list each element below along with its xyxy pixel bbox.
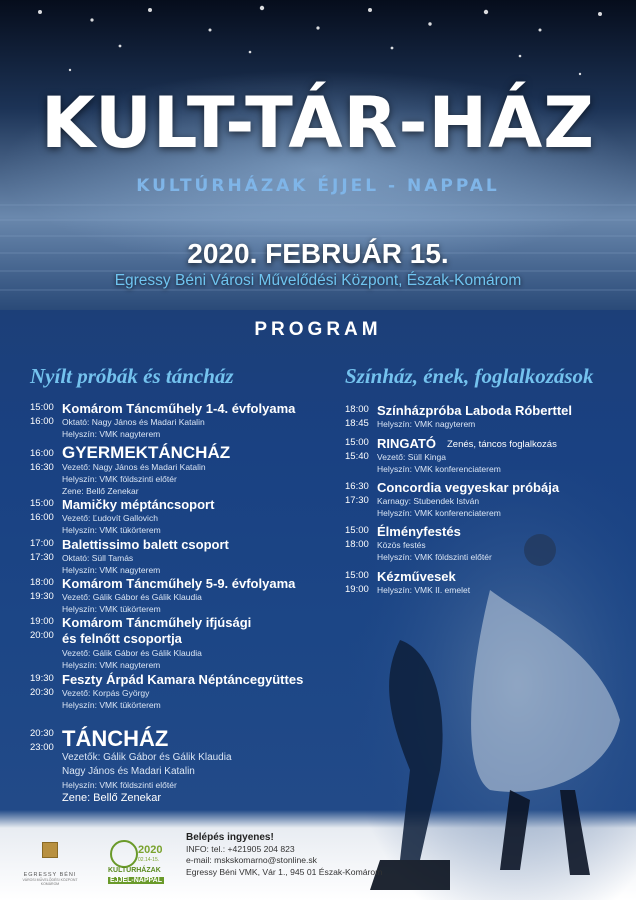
free-entry: Belépés ingyenes! <box>186 832 274 843</box>
start-time: 15:00 <box>30 498 54 509</box>
end-time: 15:40 <box>345 451 369 462</box>
end-time: 20:30 <box>30 687 54 698</box>
item-line: Helyszín: VMK konferenciaterem <box>377 508 501 518</box>
logo-circle <box>110 840 138 868</box>
item-line: Helyszín: VMK nagyterem <box>377 419 476 429</box>
egressy-emblem <box>42 842 58 858</box>
left-column-heading: Nyílt próbák és táncház <box>30 364 234 388</box>
item-line: Helyszín: VMK nagyterem <box>62 660 161 670</box>
item-title-line2: és felnőtt csoportja <box>62 631 182 646</box>
end-time: 16:00 <box>30 416 54 427</box>
start-time: 18:00 <box>345 404 369 415</box>
item-line: Zene: Bellő Zenekar <box>62 486 139 496</box>
start-time: 15:00 <box>345 437 369 448</box>
item-title: Komárom Táncműhely ifjúsági <box>62 615 252 630</box>
start-time: 15:00 <box>345 525 369 536</box>
egressy-logo <box>20 842 80 894</box>
item-line: Oktató: Nagy János és Madari Katalin <box>62 417 205 427</box>
item-line: Karnagy: Stubendek István <box>377 496 480 506</box>
logo-text: KULTÚRHÁZAK <box>108 867 161 874</box>
item-line: Vezető: Süll Kinga <box>377 452 446 462</box>
footer-info <box>186 832 382 878</box>
item-line: Helyszín: VMK földszinti előtér <box>62 474 177 484</box>
end-time: 23:00 <box>30 742 54 753</box>
item-line: Helyszín: VMK konferenciaterem <box>377 464 501 474</box>
phone: INFO: tel.: +421905 204 823 <box>186 843 295 854</box>
item-title: Mamičky méptáncsoport <box>62 497 215 512</box>
item-title: Színházpróba Laboda Róberttel <box>377 403 573 418</box>
item-line: Helyszín: VMK földszinti előtér <box>377 552 492 562</box>
start-time: 19:00 <box>30 616 54 627</box>
end-time: 18:45 <box>345 418 369 429</box>
right-column-heading: Színház, ének, foglalkozások <box>345 364 594 388</box>
logo-year: 2020 <box>138 844 163 856</box>
item-title: Feszty Árpád Kamara Néptáncegyüttes <box>62 672 304 687</box>
item-title-suffix: Zenés, táncos foglalkozás <box>447 439 557 450</box>
item-title: GYERMEKTÁNCHÁZ <box>62 443 231 462</box>
item-title: Komárom Táncműhely 5-9. évfolyama <box>62 576 296 591</box>
item-line: Vezető: Nagy János és Madari Katalin <box>62 462 206 472</box>
item-line: Közös festés <box>377 540 426 550</box>
item-line: Helyszín: VMK tükörterem <box>62 525 161 535</box>
start-time: 17:00 <box>30 538 54 549</box>
item-line: Oktató: Süll Tamás <box>62 553 134 563</box>
item-title: Komárom Táncműhely 1-4. évfolyama <box>62 401 296 416</box>
event-title: KULT-TÁR-HÁZ <box>40 82 596 164</box>
item-title: RINGATÓ <box>377 436 436 451</box>
end-time: 17:30 <box>345 495 369 506</box>
start-time: 16:30 <box>345 481 369 492</box>
item-line: Helyszín: VMK tükörterem <box>62 700 161 710</box>
item-line: Helyszín: VMK tükörterem <box>62 604 161 614</box>
item-title: Concordia vegyeskar próbája <box>377 480 560 495</box>
end-time: 17:30 <box>30 552 54 563</box>
start-time: 20:30 <box>30 728 54 739</box>
item-line: Helyszín: VMK nagyterem <box>62 565 161 575</box>
end-time: 20:00 <box>30 630 54 641</box>
egressy-logo-text: KOMÁROM <box>40 882 60 886</box>
event-venue: Egressy Béni Városi Művelődési Központ, Észak-Komárom <box>114 272 522 289</box>
item-title: Balettissimo balett csoport <box>62 537 229 552</box>
logo-date: 02.14-15. <box>138 857 160 863</box>
address: Egressy Béni VMK, Vár 1., 945 01 Észak-Komárom <box>186 866 383 877</box>
item-line: Vezető: Ľudovít Gallovich <box>62 513 158 523</box>
egressy-logo-text: EGRESSY BÉNI <box>23 872 77 878</box>
start-time: 16:00 <box>30 448 54 459</box>
start-time: 15:00 <box>345 570 369 581</box>
item-line: Helyszín: VMK nagyterem <box>62 429 161 439</box>
event-date: 2020. FEBRUÁR 15. <box>187 238 449 269</box>
event-subtitle: KULTÚRHÁZAK ÉJJEL - NAPPAL <box>136 176 500 196</box>
start-time: 15:00 <box>30 402 54 413</box>
end-time: 19:30 <box>30 591 54 602</box>
item-line: Vezető: Gálik Gábor és Gálik Klaudia <box>62 648 202 658</box>
item-line: Nagy János és Madari Katalin <box>62 766 195 777</box>
item-title: Élményfestés <box>377 524 461 539</box>
start-time: 19:30 <box>30 673 54 684</box>
logo-text: ÉJJEL-NAPPAL <box>110 877 162 884</box>
item-line: Zene: Bellő Zenekar <box>62 792 162 804</box>
kulturhazak-logo <box>108 838 174 894</box>
egressy-logo-text: VÁROSI MŰVELŐDÉSI KÖZPONT <box>22 878 78 882</box>
item-line: Helyszín: VMK II. emelet <box>377 585 471 595</box>
start-time: 18:00 <box>30 577 54 588</box>
email-link[interactable]: e-mail: mskskomarno@stonline.sk <box>186 855 317 866</box>
item-title: Kézművesek <box>377 569 456 584</box>
item-line: Vezetők: Gálik Gábor és Gálik Klaudia <box>62 752 232 763</box>
end-time: 18:00 <box>345 539 369 550</box>
item-line: Vezető: Gálik Gábor és Gálik Klaudia <box>62 592 202 602</box>
item-title: TÁNCHÁZ <box>62 726 169 751</box>
end-time: 19:00 <box>345 584 369 595</box>
end-time: 16:30 <box>30 462 54 473</box>
end-time: 16:00 <box>30 512 54 523</box>
item-line: Vezető: Korpás György <box>62 688 150 698</box>
item-line: Helyszín: VMK földszinti előtér <box>62 780 177 790</box>
program-label: PROGRAM <box>254 319 382 340</box>
